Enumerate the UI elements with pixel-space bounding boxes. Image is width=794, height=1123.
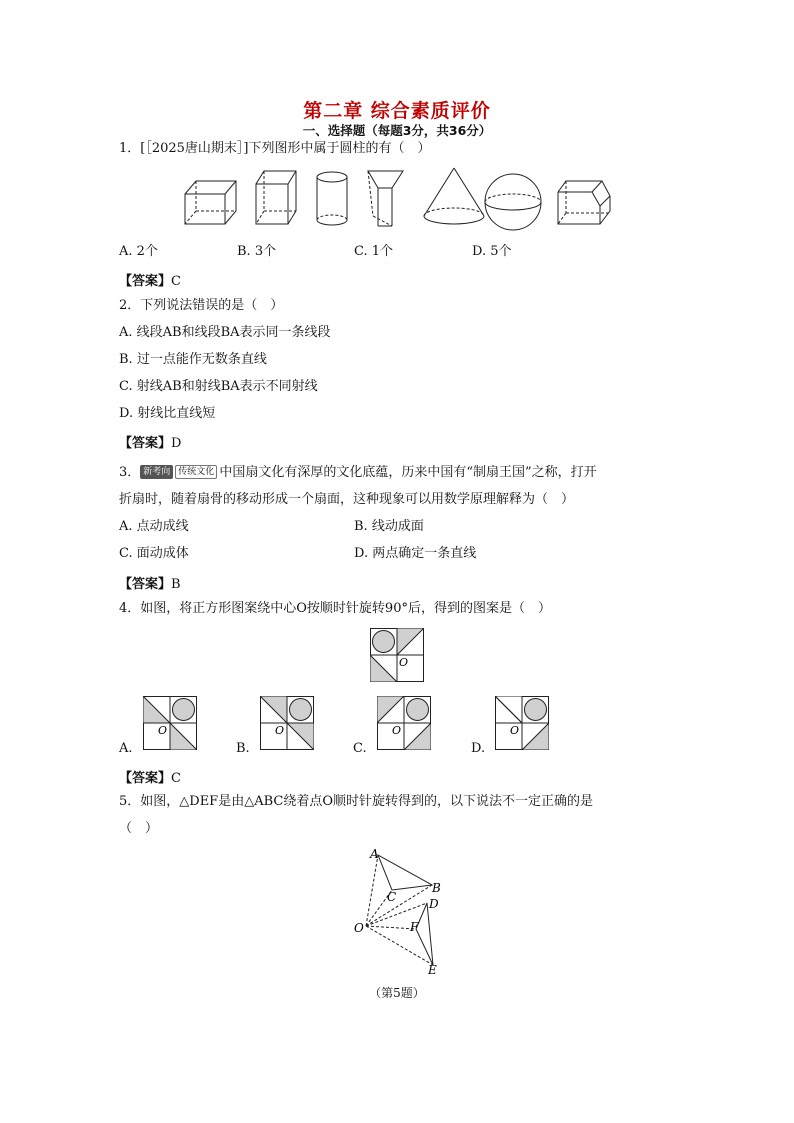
tall-prism-icon: [256, 171, 296, 224]
q1-option-d: D. 5个: [472, 244, 512, 259]
q5-stem-line2: （ ）: [119, 821, 159, 836]
q2-stem: 2．下列说法错误的是（ ）: [119, 298, 284, 313]
section-heading: 一、选择题（每题3分，共36分）: [302, 123, 492, 138]
q4-option-a-pattern: [143, 696, 197, 750]
q4-answer: 【答案】C: [119, 771, 181, 786]
page-title: 第二章 综合素质评价: [303, 100, 491, 122]
q3-answer: 【答案】B: [119, 577, 181, 592]
svg-text:O: O: [158, 724, 168, 737]
point-a-label: A: [370, 847, 379, 861]
cuboid-icon: [185, 181, 236, 224]
q2-option-c: C. 射线AB和射线BA表示不同射线: [119, 379, 318, 394]
q4-center-label: O: [399, 656, 409, 669]
q1-option-a: A. 2个: [119, 244, 158, 259]
q4-option-b-pattern: [260, 696, 314, 750]
q5-caption: （第5题）: [369, 986, 425, 1000]
q1-answer: 【答案】C: [119, 274, 181, 289]
q2-option-b: B. 过一点能作无数条直线: [119, 352, 267, 367]
q4-stem: 4．如图，将正方形图案绕中心O按顺时针旋转90°后，得到的图案是（ ）: [119, 601, 551, 616]
q3-option-b: B. 线动成面: [354, 519, 424, 534]
q3-option-d: D. 两点确定一条直线: [354, 546, 477, 561]
point-c-label: C: [387, 890, 397, 904]
sphere-icon: [485, 174, 541, 230]
frustum-icon: [368, 171, 403, 226]
svg-text:O: O: [392, 724, 402, 737]
point-o-label: O: [354, 921, 364, 935]
q1-option-b: B. 3个: [237, 244, 277, 259]
q4-option-c-pattern: [377, 696, 431, 750]
point-b-label: B: [432, 881, 441, 895]
cone-icon: [424, 168, 484, 224]
q3-option-c: C. 面动成体: [119, 546, 189, 561]
q4-option-c-label: C.: [353, 741, 367, 756]
svg-text:O: O: [510, 724, 520, 737]
q4-option-b-label: B.: [236, 741, 250, 756]
q4-option-a-label: A.: [119, 741, 133, 756]
tag-new-direction: 新考向: [140, 465, 173, 479]
q2-option-d: D. 射线比直线短: [119, 406, 216, 421]
q3-stem-line1: 3． 新考向 传统文化 中国扇文化有深厚的文化底蕴，历来中国有“制扇王国”之称，打开: [119, 465, 597, 480]
svg-text:O: O: [275, 724, 285, 737]
q1-solids-figure: [178, 166, 618, 232]
q3-stem-line2: 折扇时，随着扇骨的移动形成一个扇面，这种现象可以用数学原理解释为（ ）: [119, 492, 575, 507]
point-e-label: E: [428, 963, 437, 977]
cut-cube-icon: [558, 181, 610, 224]
q3-option-a: A. 点动成线: [119, 519, 189, 534]
q1-option-c: C. 1个: [354, 244, 394, 259]
q1-stem: 1．[［2025唐山期末］]下列图形中属于圆柱的有（ ）: [119, 141, 431, 156]
point-f-label: F: [410, 920, 419, 934]
q4-option-d-label: D.: [471, 741, 486, 756]
cylinder-icon: [317, 172, 347, 225]
q4-option-d-pattern: [495, 696, 549, 750]
q2-option-a: A. 线段AB和线段BA表示同一条线段: [119, 325, 331, 340]
tag-traditional-culture: 传统文化: [175, 465, 217, 479]
q2-answer: 【答案】D: [119, 436, 182, 451]
point-d-label: D: [429, 897, 439, 911]
q5-stem-line1: 5．如图，△DEF是由△ABC绕着点O顺时针旋转得到的，以下说法不一定正确的是: [119, 794, 593, 809]
q5-rotation-figure: [340, 842, 460, 977]
q4-original-pattern: [370, 628, 424, 682]
